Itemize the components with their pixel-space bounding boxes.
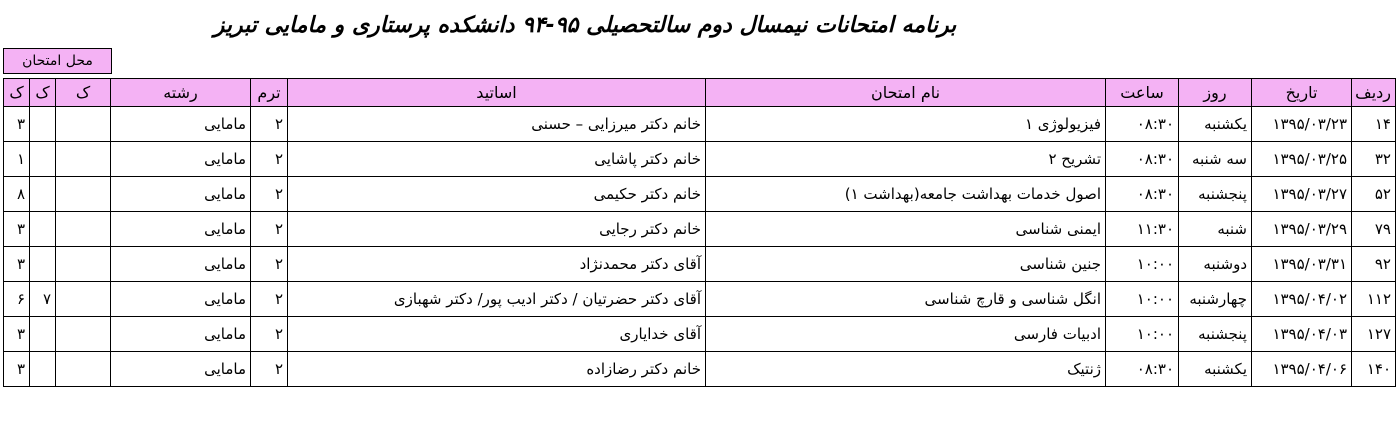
cell-room-1 [56, 282, 111, 317]
col-header-major: رشته [111, 79, 251, 107]
cell-date: ۱۳۹۵/۰۴/۰۶ [1252, 352, 1352, 387]
cell-room-1 [56, 212, 111, 247]
cell-major: مامایی [111, 142, 251, 177]
table-row [4, 177, 1396, 212]
cell-time: ۱۰:۰۰ [1106, 247, 1179, 282]
cell-exam-name: اصول خدمات بهداشت جامعه(بهداشت ۱) [706, 177, 1106, 212]
cell-instructors: خانم دکتر رجایی [288, 212, 706, 247]
cell-row-number: ۱۴ [1352, 107, 1396, 142]
col-header-room-3: ک [4, 79, 30, 107]
cell-term: ۲ [251, 352, 288, 387]
cell-major: مامایی [111, 317, 251, 352]
cell-term: ۲ [251, 247, 288, 282]
cell-date: ۱۳۹۵/۰۳/۲۵ [1252, 142, 1352, 177]
cell-room-1 [56, 247, 111, 282]
cell-room-3: ۳ [4, 247, 30, 282]
table-row [4, 317, 1396, 352]
cell-date: ۱۳۹۵/۰۳/۲۳ [1252, 107, 1352, 142]
cell-exam-name: جنین شناسی [706, 247, 1106, 282]
col-header-term: ترم [251, 79, 288, 107]
exam-location-header: محل امتحان [3, 48, 112, 74]
col-header-room-1: ک [56, 79, 111, 107]
cell-room-3: ۶ [4, 282, 30, 317]
table-row [4, 107, 1396, 142]
cell-exam-name: فیزیولوژی ۱ [706, 107, 1106, 142]
cell-exam-name: ایمنی شناسی [706, 212, 1106, 247]
cell-row-number: ۷۹ [1352, 212, 1396, 247]
cell-term: ۲ [251, 177, 288, 212]
cell-term: ۲ [251, 107, 288, 142]
cell-date: ۱۳۹۵/۰۳/۳۱ [1252, 247, 1352, 282]
table-row [4, 142, 1396, 177]
cell-exam-name: ادبیات فارسی [706, 317, 1106, 352]
cell-room-3: ۳ [4, 107, 30, 142]
cell-exam-name: تشریح ۲ [706, 142, 1106, 177]
table-row [4, 212, 1396, 247]
cell-date: ۱۳۹۵/۰۴/۰۳ [1252, 317, 1352, 352]
cell-time: ۰۸:۳۰ [1106, 352, 1179, 387]
cell-room-2 [30, 352, 56, 387]
cell-room-3: ۳ [4, 212, 30, 247]
cell-room-2 [30, 317, 56, 352]
cell-row-number: ۵۲ [1352, 177, 1396, 212]
cell-term: ۲ [251, 142, 288, 177]
cell-term: ۲ [251, 212, 288, 247]
cell-major: مامایی [111, 107, 251, 142]
cell-instructors: خانم دکتر پاشایی [288, 142, 706, 177]
cell-row-number: ۹۲ [1352, 247, 1396, 282]
cell-date: ۱۳۹۵/۰۴/۰۲ [1252, 282, 1352, 317]
cell-row-number: ۱۲۷ [1352, 317, 1396, 352]
cell-row-number: ۳۲ [1352, 142, 1396, 177]
cell-term: ۲ [251, 317, 288, 352]
cell-time: ۰۸:۳۰ [1106, 177, 1179, 212]
cell-room-3: ۱ [4, 142, 30, 177]
cell-room-3: ۳ [4, 317, 30, 352]
cell-time: ۱۰:۰۰ [1106, 282, 1179, 317]
cell-term: ۲ [251, 282, 288, 317]
cell-major: مامایی [111, 352, 251, 387]
cell-time: ۰۸:۳۰ [1106, 107, 1179, 142]
cell-day: سه شنبه [1179, 142, 1252, 177]
cell-room-2 [30, 212, 56, 247]
table-row [4, 247, 1396, 282]
cell-day: چهارشنبه [1179, 282, 1252, 317]
cell-room-2 [30, 177, 56, 212]
cell-room-1 [56, 352, 111, 387]
cell-day: پنجشنبه [1179, 317, 1252, 352]
cell-room-1 [56, 142, 111, 177]
cell-room-1 [56, 107, 111, 142]
cell-time: ۰۸:۳۰ [1106, 142, 1179, 177]
cell-room-3: ۸ [4, 177, 30, 212]
cell-instructors: آقای دکتر حضرتیان / دکتر ادیب پور/ دکتر شهبازی [288, 282, 706, 317]
cell-instructors: آقای دکتر محمدنژاد [288, 247, 706, 282]
cell-instructors: خانم دکتر میرزایی – حسنی [288, 107, 706, 142]
col-header-day: روز [1179, 79, 1252, 107]
cell-time: ۱۰:۰۰ [1106, 317, 1179, 352]
cell-room-1 [56, 177, 111, 212]
cell-day: دوشنبه [1179, 247, 1252, 282]
cell-room-2 [30, 247, 56, 282]
cell-day: یکشنبه [1179, 107, 1252, 142]
col-header-instructors: اساتید [288, 79, 706, 107]
cell-row-number: ۱۴۰ [1352, 352, 1396, 387]
exam-schedule-table [3, 78, 1396, 387]
cell-day: پنجشنبه [1179, 177, 1252, 212]
table-row [4, 282, 1396, 317]
col-header-time: ساعت [1106, 79, 1179, 107]
cell-exam-name: انگل شناسی و قارچ شناسی [706, 282, 1106, 317]
cell-major: مامایی [111, 177, 251, 212]
cell-row-number: ۱۱۲ [1352, 282, 1396, 317]
cell-major: مامایی [111, 282, 251, 317]
cell-instructors: خانم دکتر حکیمی [288, 177, 706, 212]
cell-room-3: ۳ [4, 352, 30, 387]
cell-date: ۱۳۹۵/۰۳/۲۹ [1252, 212, 1352, 247]
col-header-date: تاریخ [1252, 79, 1352, 107]
cell-room-2 [30, 107, 56, 142]
cell-instructors: آقای خدایاری [288, 317, 706, 352]
cell-major: مامایی [111, 212, 251, 247]
cell-room-2: ۷ [30, 282, 56, 317]
cell-room-1 [56, 317, 111, 352]
cell-major: مامایی [111, 247, 251, 282]
table-row [4, 352, 1396, 387]
table-header-row [4, 79, 1396, 107]
cell-exam-name: ژنتیک [706, 352, 1106, 387]
cell-room-2 [30, 142, 56, 177]
cell-date: ۱۳۹۵/۰۳/۲۷ [1252, 177, 1352, 212]
cell-time: ۱۱:۳۰ [1106, 212, 1179, 247]
col-header-room-2: ک [30, 79, 56, 107]
col-header-row-number: ردیف [1352, 79, 1396, 107]
col-header-exam-name: نام امتحان [706, 79, 1106, 107]
cell-instructors: خانم دکتر رضازاده [288, 352, 706, 387]
page-title: برنامه امتحانات نیمسال دوم سالتحصیلی ۹۵-۹۴ دانشکده پرستاری و مامایی تبریز [213, 13, 957, 38]
cell-day: یکشنبه [1179, 352, 1252, 387]
cell-day: شنبه [1179, 212, 1252, 247]
